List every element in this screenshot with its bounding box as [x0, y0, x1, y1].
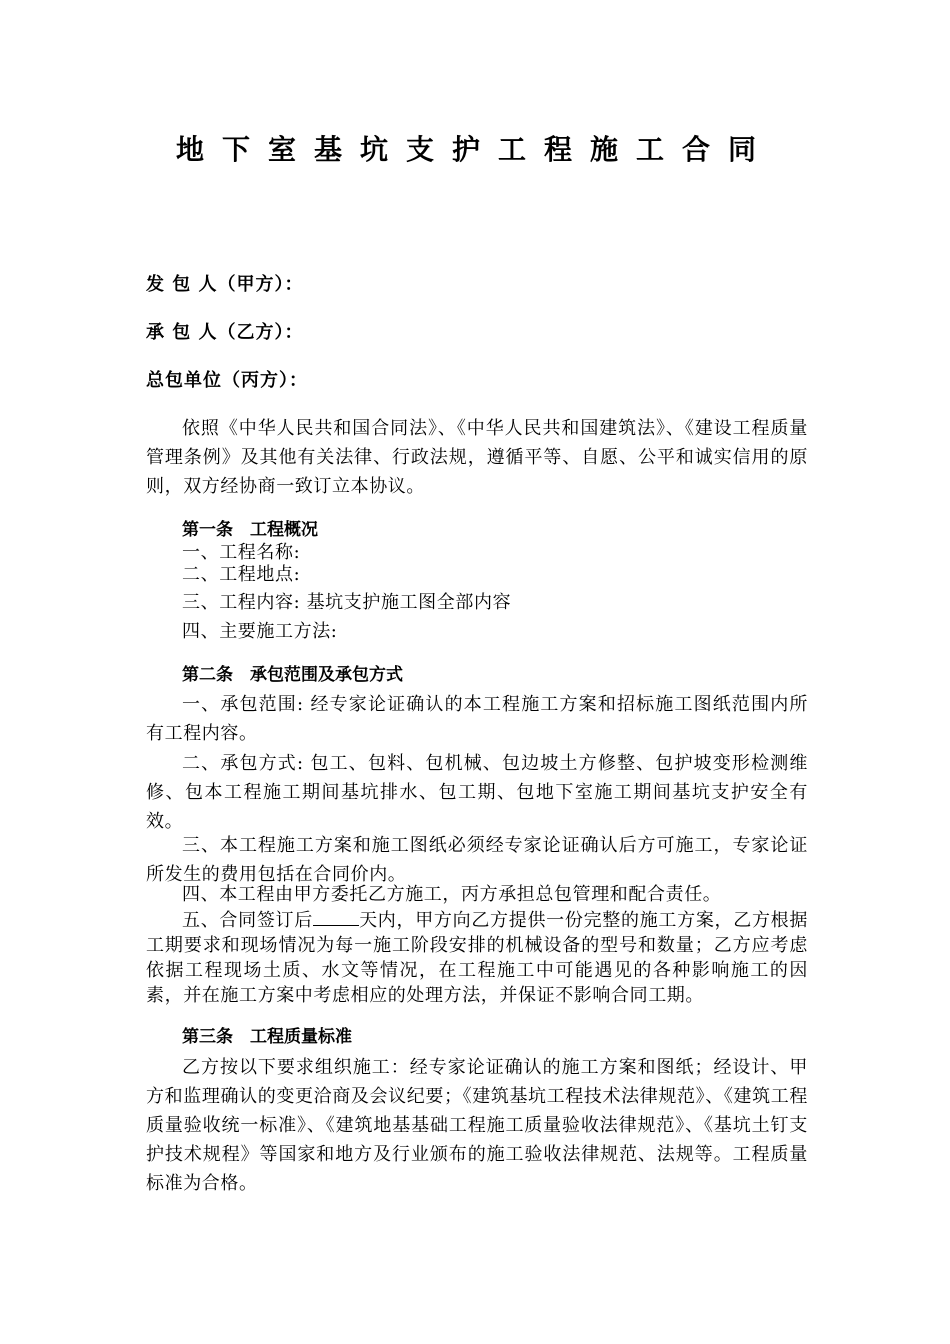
- article-3-heading: 第三条 工程质量标准: [182, 1027, 352, 1047]
- party-a-label: 发 包 人（甲方）：: [146, 274, 304, 295]
- article-1-item-2: 二、工程地点:: [182, 564, 301, 585]
- article-1-item-1: 一、工程名称:: [182, 542, 301, 563]
- article-1-heading: 第一条 工程概况: [182, 520, 318, 540]
- article-2-paragraph-1: 一、承包范围: 经专家论证确认的本工程施工方案和招标施工图纸范围内所有工程内容。: [146, 694, 808, 744]
- article-2-paragraph-2: 二、承包方式: 包工、包料、包机械、包边坡土方修整、包护坡变形检测维修、包本工程施工期间基坑排水、包工期、包地下室施工期间基坑支护安全有效。: [146, 753, 808, 832]
- article-2-paragraph-3: 三、本工程施工方案和施工图纸必须经专家论证确认后方可施工，专家论证所发生的费用包括在合同价内。: [146, 835, 808, 885]
- article-2-paragraph-5: [146, 907, 808, 1008]
- article-1-item-4: 四、主要施工方法:: [182, 621, 338, 642]
- party-c-label: 总包单位（丙方）：: [146, 370, 308, 391]
- article-2-paragraph-5-start: 五、合同签订后: [182, 910, 313, 931]
- article-3-paragraph-1: 乙方按以下要求组织施工：经专家论证确认的施工方案和图纸；经设计、甲方和监理确认的变更洽商及会议纪要；《建筑基坑工程技术法律规范》、《建筑工程质量验收统一标准》、《建筑地基基础工程施工质量验收法律规范》、《基坑土钉支护技术规程》等国家和地方及行业颁布的施工验收法律规范、法规等。工程质量标准为合格。: [146, 1057, 808, 1194]
- article-1-item-3: 三、工程内容: 基坑支护施工图全部内容: [182, 592, 512, 613]
- days-blank: [313, 907, 359, 926]
- document-title: 地下室基坑支护工程施工合同: [175, 133, 774, 166]
- intro-paragraph: 依照《中华人民共和国合同法》、《中华人民共和国建筑法》、《建设工程质量管理条例》及其他有关法律、行政法规，遵循平等、自愿、公平和诚实信用的原则，双方经协商一致订立本协议。: [146, 418, 808, 497]
- article-2-paragraph-4: 四、本工程由甲方委托乙方施工，丙方承担总包管理和配合责任。: [182, 884, 722, 905]
- article-2-heading: 第二条 承包范围及承包方式: [182, 665, 403, 685]
- article-2-paragraph-5-rest: 天内，甲方向乙方提供一份完整的施工方案，乙方根据工期要求和现场情况为每一施工阶段安排的机械设备的型号和数量；乙方应考虑依据工程现场土质、水文等情况，在工程施工中可能遇见的各种影响施工的因素，并在施工方案中考虑相应的处理方法，并保证不影响合同工期。: [146, 910, 808, 1006]
- party-b-label: 承 包 人（乙方）：: [146, 322, 304, 343]
